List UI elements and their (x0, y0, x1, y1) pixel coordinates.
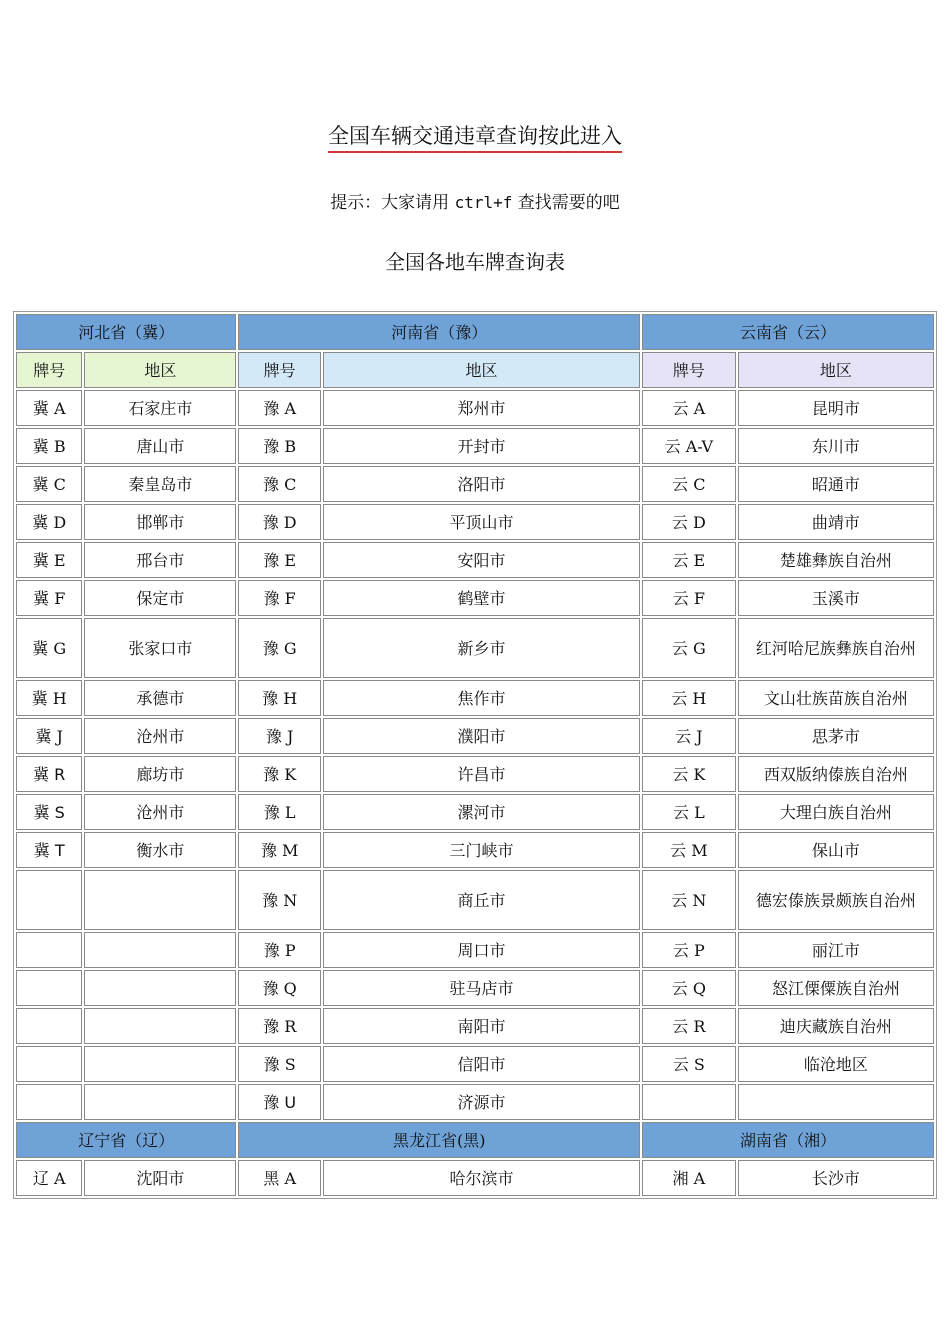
plate-cell: 豫 K (238, 756, 321, 792)
column-header-plate: 牌号 (16, 352, 82, 388)
region-cell: 许昌市 (323, 756, 640, 792)
region-cell: 昆明市 (738, 390, 934, 426)
plate-cell: 云 C (642, 466, 736, 502)
region-cell: 保山市 (738, 832, 934, 868)
region-cell: 开封市 (323, 428, 640, 464)
region-cell: 濮阳市 (323, 718, 640, 754)
region-cell: 文山壮族苗族自治州 (738, 680, 934, 716)
region-cell: 保定市 (84, 580, 236, 616)
table-row (16, 580, 934, 616)
plate-cell (642, 1084, 736, 1120)
plate-cell (16, 870, 82, 930)
table-row (16, 870, 934, 930)
province-header-liaoning: 辽宁省（辽） (16, 1122, 236, 1158)
province-header-henan: 河南省（豫） (238, 314, 640, 350)
region-cell: 临沧地区 (738, 1046, 934, 1082)
plate-cell: 黑 A (238, 1160, 321, 1196)
plate-cell: 豫 S (238, 1046, 321, 1082)
table-row (16, 428, 934, 464)
region-cell: 丽江市 (738, 932, 934, 968)
table-title: 全国各地车牌查询表 (385, 250, 565, 274)
plate-cell: 云 P (642, 932, 736, 968)
region-cell: 昭通市 (738, 466, 934, 502)
plate-cell: 豫 H (238, 680, 321, 716)
plate-cell: 豫 U (238, 1084, 321, 1120)
region-cell (84, 932, 236, 968)
plate-cell: 豫 G (238, 618, 321, 678)
province-header-yunnan: 云南省（云） (642, 314, 934, 350)
region-cell: 邢台市 (84, 542, 236, 578)
province-header-hebei: 河北省（冀） (16, 314, 236, 350)
plate-cell: 云 S (642, 1046, 736, 1082)
hint-suffix: 查找需要的吧 (517, 193, 620, 213)
plate-cell: 豫 A (238, 390, 321, 426)
traffic-violation-query-link[interactable]: 全国车辆交通违章查询按此进入 (328, 124, 622, 153)
plate-cell: 云 F (642, 580, 736, 616)
plate-cell: 豫 F (238, 580, 321, 616)
plate-cell: 豫 B (238, 428, 321, 464)
region-cell: 沧州市 (84, 718, 236, 754)
region-cell: 济源市 (323, 1084, 640, 1120)
region-cell: 红河哈尼族彝族自治州 (738, 618, 934, 678)
table-row (16, 1084, 934, 1120)
plate-cell: 冀 F (16, 580, 82, 616)
column-header-region: 地区 (323, 352, 640, 388)
plate-cell: 云 A (642, 390, 736, 426)
region-cell: 思茅市 (738, 718, 934, 754)
table-row (16, 794, 934, 830)
region-cell: 大理白族自治州 (738, 794, 934, 830)
hint-text (0, 188, 950, 213)
table-row (16, 1046, 934, 1082)
region-cell: 驻马店市 (323, 970, 640, 1006)
plate-cell: 云 E (642, 542, 736, 578)
region-cell (84, 970, 236, 1006)
column-header-region: 地区 (738, 352, 934, 388)
table-row (16, 932, 934, 968)
plate-cell: 湘 A (642, 1160, 736, 1196)
plate-cell: 豫 D (238, 504, 321, 540)
region-cell: 长沙市 (738, 1160, 934, 1196)
plate-cell: 冀 G (16, 618, 82, 678)
region-cell: 怒江傈僳族自治州 (738, 970, 934, 1006)
plate-cell: 云 M (642, 832, 736, 868)
region-cell: 廊坊市 (84, 756, 236, 792)
province-header-row (16, 1122, 934, 1158)
table-row (16, 466, 934, 502)
region-cell: 曲靖市 (738, 504, 934, 540)
region-cell (84, 1084, 236, 1120)
plate-cell (16, 1084, 82, 1120)
table-row (16, 970, 934, 1006)
table-row (16, 542, 934, 578)
region-cell: 楚雄彝族自治州 (738, 542, 934, 578)
region-cell: 唐山市 (84, 428, 236, 464)
plate-cell: 冀 J (16, 718, 82, 754)
license-plate-table (13, 311, 937, 1199)
region-cell: 商丘市 (323, 870, 640, 930)
plate-cell: 豫 E (238, 542, 321, 578)
table-row (16, 718, 934, 754)
table-row (16, 1008, 934, 1044)
table-row (16, 680, 934, 716)
region-cell: 信阳市 (323, 1046, 640, 1082)
region-cell: 玉溪市 (738, 580, 934, 616)
column-header-plate: 牌号 (642, 352, 736, 388)
plate-cell: 冀 C (16, 466, 82, 502)
region-cell: 承德市 (84, 680, 236, 716)
title-link-wrapper (0, 120, 950, 150)
table-row (16, 390, 934, 426)
region-cell (84, 1008, 236, 1044)
plate-cell: 豫 Q (238, 970, 321, 1006)
plate-cell: 云 J (642, 718, 736, 754)
region-cell (84, 870, 236, 930)
region-cell: 周口市 (323, 932, 640, 968)
region-cell: 迪庆藏族自治州 (738, 1008, 934, 1044)
plate-cell: 云 K (642, 756, 736, 792)
region-cell: 邯郸市 (84, 504, 236, 540)
region-cell: 郑州市 (323, 390, 640, 426)
region-cell: 安阳市 (323, 542, 640, 578)
plate-cell: 冀 E (16, 542, 82, 578)
region-cell: 三门峡市 (323, 832, 640, 868)
plate-cell: 云 D (642, 504, 736, 540)
region-cell: 鹤壁市 (323, 580, 640, 616)
table-row (16, 504, 934, 540)
plate-cell (16, 1046, 82, 1082)
region-cell: 沈阳市 (84, 1160, 236, 1196)
region-cell: 张家口市 (84, 618, 236, 678)
plate-cell: 云 R (642, 1008, 736, 1044)
region-cell: 焦作市 (323, 680, 640, 716)
column-header-plate: 牌号 (238, 352, 321, 388)
column-header-region: 地区 (84, 352, 236, 388)
province-header-row (16, 314, 934, 350)
plate-cell: 冀 R (16, 756, 82, 792)
region-cell: 沧州市 (84, 794, 236, 830)
plate-cell: 辽 A (16, 1160, 82, 1196)
plate-cell: 豫 J (238, 718, 321, 754)
plate-cell: 云 L (642, 794, 736, 830)
region-cell: 东川市 (738, 428, 934, 464)
region-cell: 德宏傣族景颇族自治州 (738, 870, 934, 930)
region-cell: 秦皇岛市 (84, 466, 236, 502)
plate-cell: 云 H (642, 680, 736, 716)
plate-cell: 豫 C (238, 466, 321, 502)
table-row (16, 618, 934, 678)
plate-cell: 豫 R (238, 1008, 321, 1044)
region-cell: 衡水市 (84, 832, 236, 868)
hint-shortcut: ctrl+f (454, 193, 513, 212)
plate-cell: 冀 S (16, 794, 82, 830)
plate-cell: 冀 D (16, 504, 82, 540)
plate-cell: 豫 P (238, 932, 321, 968)
plate-cell: 冀 T (16, 832, 82, 868)
table-row (16, 1160, 934, 1196)
region-cell: 石家庄市 (84, 390, 236, 426)
table-row (16, 832, 934, 868)
plate-cell (16, 932, 82, 968)
plate-cell: 云 N (642, 870, 736, 930)
region-cell (84, 1046, 236, 1082)
region-cell: 漯河市 (323, 794, 640, 830)
plate-cell: 冀 H (16, 680, 82, 716)
region-cell (738, 1084, 934, 1120)
plate-cell: 冀 A (16, 390, 82, 426)
province-header-hunan: 湖南省（湘） (642, 1122, 934, 1158)
column-header-row (16, 352, 934, 388)
plate-cell: 豫 L (238, 794, 321, 830)
region-cell: 平顶山市 (323, 504, 640, 540)
plate-cell: 云 A-V (642, 428, 736, 464)
region-cell: 新乡市 (323, 618, 640, 678)
region-cell: 洛阳市 (323, 466, 640, 502)
plate-cell: 云 G (642, 618, 736, 678)
region-cell: 哈尔滨市 (323, 1160, 640, 1196)
plate-cell: 豫 N (238, 870, 321, 930)
region-cell: 南阳市 (323, 1008, 640, 1044)
hint-prefix: 提示：大家请用 (330, 193, 450, 213)
region-cell: 西双版纳傣族自治州 (738, 756, 934, 792)
province-header-heilongjiang: 黑龙江省(黑) (238, 1122, 640, 1158)
plate-cell: 冀 B (16, 428, 82, 464)
plate-cell: 豫 M (238, 832, 321, 868)
plate-cell (16, 1008, 82, 1044)
plate-cell (16, 970, 82, 1006)
plate-cell: 云 Q (642, 970, 736, 1006)
table-row (16, 756, 934, 792)
